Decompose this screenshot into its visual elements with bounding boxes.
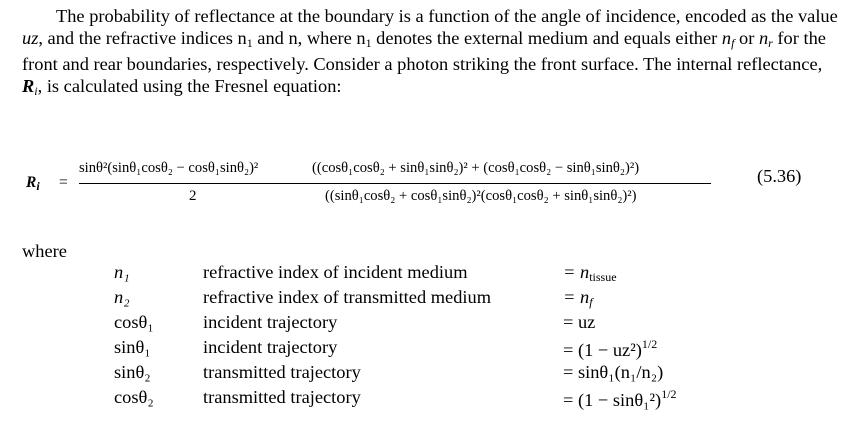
denominator-1: 2: [189, 188, 197, 204]
numerator-1: sinθ²(sinθ₁cosθ₂ − cosθ₁sinθ₂)²: [79, 160, 259, 176]
definition-row: [0, 337, 857, 362]
definition-row: [0, 262, 857, 287]
equals-sign: =: [59, 174, 68, 191]
numerator-2: ((cosθ₁cosθ₂ + sinθ₁sinθ₂)² + (cosθ₁cosθ₂ − sinθ₁sinθ₂)²): [312, 160, 640, 176]
definition-symbol: cosθ₂: [114, 387, 154, 407]
subscript: i: [34, 83, 38, 98]
subscript: r: [768, 35, 773, 50]
definition-value: = $n_{tissue}$: [563, 262, 617, 284]
fraction-bar-2: [311, 183, 711, 184]
definition-row: [0, 287, 857, 312]
definition-description: transmitted trajectory: [203, 362, 361, 382]
paragraph-text: denotes the external medium and equals either: [371, 27, 722, 48]
paragraph-text: for the front and rear boundaries, respectively. Consider a photon striking the front surface. The internal reflectance,: [22, 27, 826, 75]
definition-row: [0, 362, 857, 387]
definition-value: = $(1 - uz^2)^{1/2}$: [563, 337, 658, 360]
definition-row: [0, 387, 857, 412]
denominator-2: ((sinθ₁cosθ₂ + cosθ₁sinθ₂)²(cosθ₁cosθ₂ + sinθ₁sinθ₂)²): [325, 188, 637, 204]
definition-symbol: n₁: [114, 262, 130, 282]
subscript: 1: [246, 35, 253, 50]
subscript: 1: [365, 35, 372, 50]
nr-symbol: n: [758, 27, 769, 48]
paragraph-text: , and the refractive indices n: [38, 27, 247, 48]
equation-lhs: $R_i$: [26, 174, 40, 193]
paragraph-text: , is calculated using the Fresnel equation:: [37, 75, 342, 96]
definition-value: = sinθ₁(n₁/n₂): [563, 362, 664, 382]
where-label: where: [22, 241, 67, 261]
paragraph-text: The probability of reflectance at the boundary is a function of the angle of incidence, encoded as the value: [56, 6, 838, 26]
nf-symbol: n: [721, 27, 732, 48]
definition-symbol: n₂: [114, 287, 130, 307]
subscript: f: [731, 35, 735, 50]
paragraph-text: or: [734, 27, 759, 48]
definition-description: refractive index of incident medium: [203, 262, 468, 282]
reflectance-symbol: R: [22, 75, 35, 96]
definition-description: incident trajectory: [203, 312, 338, 332]
definition-value: = $(1 - \sin\theta_1^2)^{1/2}$: [563, 387, 677, 410]
uz-symbol: uz: [22, 27, 39, 48]
definition-description: incident trajectory: [203, 337, 338, 357]
definition-description: transmitted trajectory: [203, 387, 361, 407]
definition-value: = uz: [563, 312, 596, 332]
paragraph-text: and n, where n: [252, 27, 366, 48]
definition-symbol: sinθ₁: [114, 337, 151, 357]
equation-number: (5.36): [757, 166, 802, 186]
definition-value: = $n_f$: [563, 287, 593, 309]
definition-symbol: cosθ₁: [114, 312, 154, 332]
definition-symbol: sinθ₂: [114, 362, 151, 382]
fraction-bar-1: [79, 183, 317, 184]
definition-row: [0, 312, 857, 337]
definition-description: refractive index of transmitted medium: [203, 287, 492, 307]
